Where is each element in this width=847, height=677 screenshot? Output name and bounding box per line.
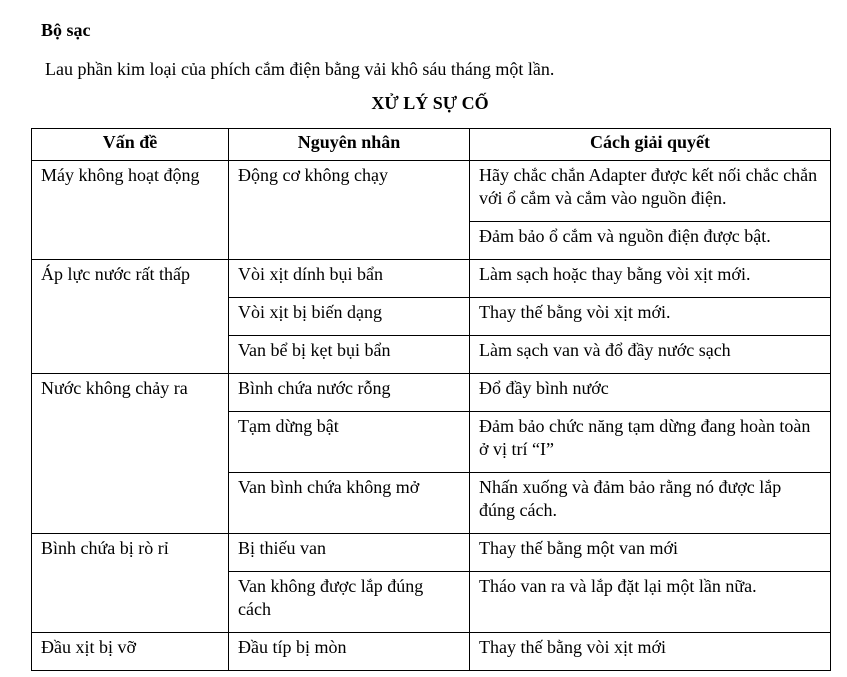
cause-cell: Van bình chứa không mở xyxy=(229,473,470,534)
solution-cell: Thay thế bằng vòi xịt mới xyxy=(470,633,831,671)
charger-heading: Bộ sạc xyxy=(41,20,91,40)
charger-instruction: Lau phần kim loại của phích cắm điện bằng vải khô sáu tháng một lần. xyxy=(45,59,555,79)
cause-cell: Bị thiếu van xyxy=(229,534,470,572)
problem-cell: Đầu xịt bị vỡ xyxy=(32,633,229,671)
solution-cell: Tháo van ra và lắp đặt lại một lần nữa. xyxy=(470,572,831,633)
solution-cell: Làm sạch van và đổ đầy nước sạch xyxy=(470,336,831,374)
table-row xyxy=(32,633,831,671)
cause-cell: Đầu típ bị mòn xyxy=(229,633,470,671)
solution-cell: Đổ đầy bình nước xyxy=(470,374,831,412)
header-solution: Cách giải quyết xyxy=(470,129,831,161)
troubleshooting-title: XỬ LÝ SỰ CỐ xyxy=(371,93,489,113)
solution-cell: Làm sạch hoặc thay bằng vòi xịt mới. xyxy=(470,260,831,298)
solution-cell: Nhấn xuống và đảm bảo rằng nó được lắp đúng cách. xyxy=(470,473,831,534)
cause-cell: Động cơ không chạy xyxy=(229,161,470,260)
table-row xyxy=(32,260,831,298)
problem-cell: Máy không hoạt động xyxy=(32,161,229,260)
troubleshooting-table xyxy=(31,128,831,671)
cause-cell: Bình chứa nước rỗng xyxy=(229,374,470,412)
cause-cell: Van bể bị kẹt bụi bẩn xyxy=(229,336,470,374)
solution-cell: Thay thế bằng một van mới xyxy=(470,534,831,572)
header-problem: Vấn đề xyxy=(32,129,229,161)
problem-cell: Nước không chảy ra xyxy=(32,374,229,534)
cause-cell: Van không được lắp đúng cách xyxy=(229,572,470,633)
table-header-row xyxy=(32,129,831,161)
problem-cell: Áp lực nước rất thấp xyxy=(32,260,229,374)
cause-cell: Tạm dừng bật xyxy=(229,412,470,473)
table-row xyxy=(32,374,831,412)
table-row xyxy=(32,161,831,222)
header-cause: Nguyên nhân xyxy=(229,129,470,161)
problem-cell: Bình chứa bị rò rỉ xyxy=(32,534,229,633)
solution-cell: Đảm bảo chức năng tạm dừng đang hoàn toàn ở vị trí “I” xyxy=(470,412,831,473)
solution-cell: Hãy chắc chắn Adapter được kết nối chắc chắn với ổ cắm và cắm vào nguồn điện. xyxy=(470,161,831,222)
solution-cell: Đảm bảo ổ cắm và nguồn điện được bật. xyxy=(470,222,831,260)
table-row xyxy=(32,534,831,572)
solution-cell: Thay thế bằng vòi xịt mới. xyxy=(470,298,831,336)
cause-cell: Vòi xịt bị biến dạng xyxy=(229,298,470,336)
cause-cell: Vòi xịt dính bụi bẩn xyxy=(229,260,470,298)
